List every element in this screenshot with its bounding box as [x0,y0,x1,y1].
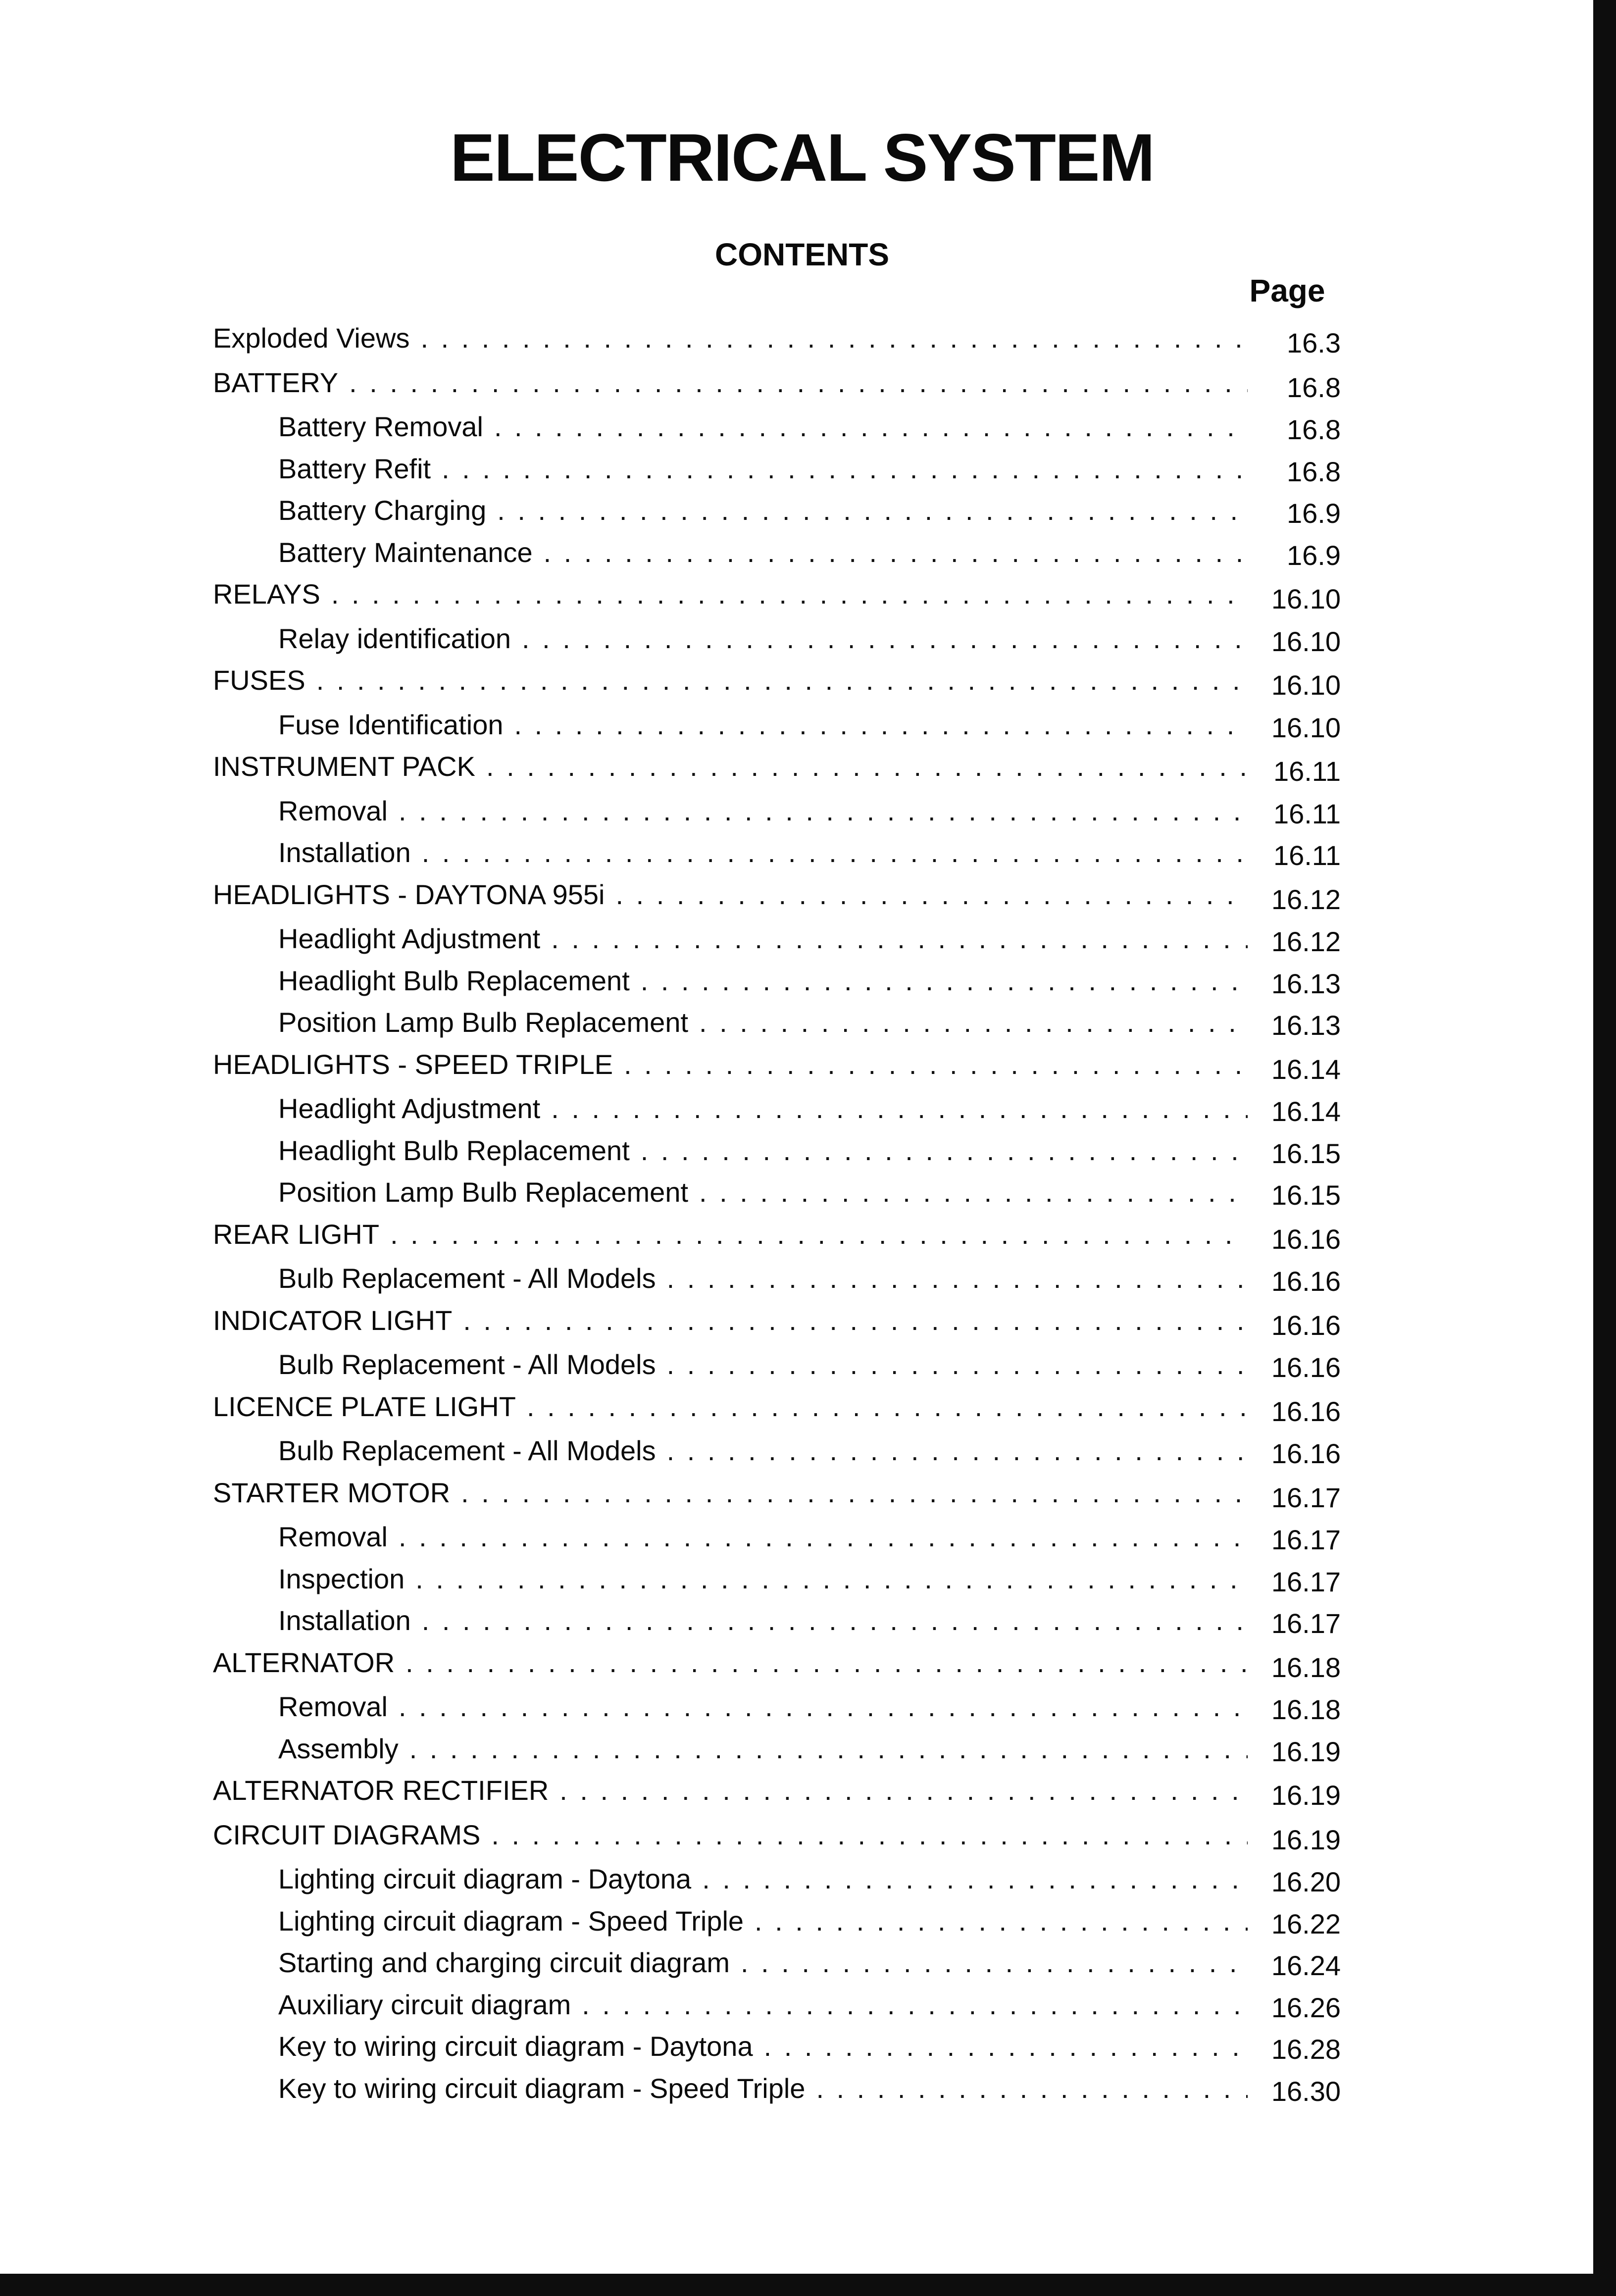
toc-section-entry [213,1304,1366,1351]
toc-entry-page-number: 16.10 [1271,625,1341,657]
toc-dot-leader [349,369,1248,397]
toc-entry-label: HEADLIGHTS - DAYTONA 955i [213,878,605,910]
toc-entry-page-number: 16.9 [1287,539,1341,571]
toc-dot-leader [486,753,1248,780]
toc-dot-leader [463,1307,1248,1334]
table-of-contents [213,324,1366,2116]
toc-section-entry [213,753,1366,797]
toc-dot-leader [331,580,1248,608]
toc-section-entry [213,580,1366,625]
toc-entry-label: RELAYS [213,578,320,610]
toc-entry-page-number: 16.14 [1271,1096,1341,1127]
toc-entry-label: INDICATOR LIGHT [213,1304,453,1336]
toc-entry-page-number: 16.19 [1271,1780,1341,1811]
toc-entry-label: Headlight Adjustment [278,1093,541,1124]
toc-entry-label: Headlight Bulb Replacement [278,1134,630,1166]
scan-border-right [1593,0,1616,2296]
toc-entry-page-number: 16.10 [1271,583,1341,614]
toc-subsection-entry [213,1693,1366,1735]
toc-entry-label: Headlight Adjustment [278,923,541,954]
toc-subsection-entry [213,1949,1366,1991]
toc-entry-label: Assembly [278,1733,399,1764]
toc-subsection-entry [213,536,1366,581]
toc-entry-page-number: 16.14 [1271,1053,1341,1085]
toc-entry-page-number: 16.10 [1271,712,1341,743]
toc-entry-page-number: 16.22 [1271,1908,1341,1939]
toc-subsection-entry [213,413,1366,455]
toc-dot-leader [390,1221,1248,1248]
toc-dot-leader [514,711,1248,739]
toc-entry-label: ALTERNATOR RECTIFIER [213,1775,549,1806]
toc-subsection-entry [213,622,1366,667]
toc-entry-label: Position Lamp Bulb Replacement [278,1007,689,1038]
toc-subsection-entry [213,1265,1366,1307]
toc-entry-page-number: 16.30 [1271,2075,1341,2107]
toc-subsection-entry [213,1523,1366,1565]
toc-subsection-entry [213,1134,1366,1179]
toc-dot-leader [764,2033,1248,2060]
toc-dot-leader [422,839,1248,867]
toc-dot-leader [494,413,1248,441]
toc-section-entry [213,1048,1366,1095]
toc-dot-leader [415,1565,1248,1593]
toc-entry-page-number: 16.15 [1271,1179,1341,1211]
toc-dot-leader [616,881,1248,909]
toc-section-entry [213,1390,1366,1437]
toc-entry-label: FUSES [213,664,305,696]
toc-entry-label: Fuse Identification [278,709,504,740]
toc-entry-page-number: 16.11 [1273,840,1341,871]
toc-dot-leader [491,1821,1248,1849]
toc-entry-page-number: 16.11 [1273,798,1341,829]
toc-entry-page-number: 16.16 [1271,1223,1341,1255]
toc-entry-page-number: 16.8 [1287,414,1341,445]
contents-heading: CONTENTS [715,237,889,272]
toc-dot-leader [399,797,1248,825]
toc-entry-label: Bulb Replacement - All Models [278,1263,656,1294]
toc-dot-leader [405,1649,1248,1677]
toc-section-entry [213,878,1366,925]
toc-dot-leader [409,1735,1248,1763]
toc-entry-page-number: 16.24 [1271,1950,1341,1981]
toc-entry-label: Bulb Replacement - All Models [278,1349,656,1380]
toc-dot-leader [641,1137,1248,1165]
toc-dot-leader [624,1051,1248,1078]
toc-entry-label: Key to wiring circuit diagram - Speed Triple [278,2072,806,2104]
toc-dot-leader [641,967,1248,995]
toc-entry-label: Starting and charging circuit diagram [278,1947,730,1978]
toc-dot-leader [442,455,1248,483]
toc-subsection-entry [213,1095,1366,1137]
toc-entry-label: CIRCUIT DIAGRAMS [213,1819,481,1850]
toc-subsection-entry [213,925,1366,967]
toc-entry-label: STARTER MOTOR [213,1477,451,1508]
toc-entry-label: HEADLIGHTS - SPEED TRIPLE [213,1048,613,1080]
toc-dot-leader [559,1777,1248,1804]
toc-entry-page-number: 16.20 [1271,1866,1341,1897]
toc-entry-page-number: 16.13 [1271,968,1341,999]
toc-subsection-entry [213,967,1366,1009]
toc-subsection-entry [213,1735,1366,1777]
toc-entry-label: Battery Removal [278,411,483,442]
toc-subsection-entry [213,2072,1366,2117]
toc-entry-page-number: 16.11 [1273,756,1341,787]
toc-entry-label: Removal [278,795,388,826]
toc-entry-page-number: 16.16 [1271,1352,1341,1383]
toc-entry-page-number: 16.8 [1287,456,1341,487]
toc-entry-label: Lighting circuit diagram - Speed Triple [278,1905,744,1937]
toc-entry-page-number: 16.19 [1271,1735,1341,1767]
toc-entry-label: Battery Charging [278,495,487,526]
toc-dot-leader [582,1991,1248,2019]
toc-entry-page-number: 16.17 [1271,1524,1341,1555]
toc-subsection-entry [213,1991,1366,2033]
toc-entry-page-number: 16.12 [1271,883,1341,915]
toc-subsection-entry [213,1907,1366,1949]
toc-dot-leader [461,1479,1248,1507]
toc-dot-leader [420,324,1248,352]
toc-entry-page-number: 16.17 [1271,1481,1341,1513]
toc-dot-leader [667,1437,1248,1465]
toc-entry-page-number: 16.18 [1271,1694,1341,1725]
toc-entry-page-number: 16.12 [1271,926,1341,957]
toc-subsection-entry [213,1565,1366,1607]
toc-entry-page-number: 16.17 [1271,1566,1341,1597]
toc-entry-label: Battery Refit [278,453,431,484]
toc-dot-leader [399,1693,1248,1721]
toc-subsection-entry [213,1607,1366,1649]
page-column-header: Page [1249,273,1325,308]
toc-entry-page-number: 16.9 [1287,498,1341,529]
toc-entry-page-number: 16.19 [1271,1824,1341,1855]
toc-entry-label: Position Lamp Bulb Replacement [278,1176,689,1208]
toc-dot-leader [544,539,1248,566]
toc-dot-leader [316,666,1248,694]
toc-entry-label: Relay identification [278,622,511,654]
toc-entry-label: Installation [278,837,411,868]
toc-entry-label: Exploded Views [213,322,410,354]
toc-subsection-entry [213,1865,1366,1907]
toc-dot-leader [551,1095,1248,1122]
toc-dot-leader [755,1907,1248,1935]
toc-section-entry [213,366,1366,413]
toc-entry-label: Headlight Bulb Replacement [278,965,630,996]
toc-entry-page-number: 16.3 [1287,327,1341,358]
toc-subsection-entry [213,839,1366,881]
toc-dot-leader [522,625,1248,653]
toc-entry-page-number: 16.16 [1271,1438,1341,1469]
toc-subsection-entry [213,497,1366,539]
toc-subsection-entry [213,2033,1366,2075]
toc-subsection-entry [213,797,1366,839]
toc-entry-label: Bulb Replacement - All Models [278,1435,656,1466]
toc-section-entry [213,324,1366,369]
toc-entry-label: LICENCE PLATE LIGHT [213,1390,516,1422]
toc-dot-leader [667,1265,1248,1292]
toc-dot-leader [399,1523,1248,1551]
toc-section-entry [213,1218,1366,1265]
toc-entry-page-number: 16.28 [1271,2034,1341,2065]
scan-border-bottom [0,2274,1616,2296]
toc-dot-leader [527,1393,1248,1421]
toc-section-entry [213,1821,1366,1866]
toc-entry-label: Installation [278,1605,411,1636]
toc-dot-leader [551,925,1248,953]
toc-entry-label: BATTERY [213,366,339,398]
toc-entry-page-number: 16.15 [1271,1137,1341,1169]
toc-dot-leader [699,1178,1248,1206]
toc-entry-label: REAR LIGHT [213,1218,380,1250]
toc-entry-page-number: 16.10 [1271,669,1341,701]
toc-entry-label: Removal [278,1521,388,1552]
toc-entry-page-number: 16.13 [1271,1010,1341,1041]
toc-section-entry [213,1777,1366,1821]
toc-dot-leader [816,2075,1248,2102]
toc-subsection-entry [213,1009,1366,1051]
toc-subsection-entry [213,711,1366,753]
toc-dot-leader [497,497,1248,524]
toc-section-entry [213,666,1366,711]
toc-entry-page-number: 16.16 [1271,1395,1341,1427]
toc-entry-label: Auxiliary circuit diagram [278,1989,571,2020]
toc-section-entry [213,1479,1366,1524]
toc-subsection-entry [213,1178,1366,1221]
toc-subsection-entry [213,1437,1366,1479]
toc-dot-leader [667,1351,1248,1378]
toc-entry-label: Battery Maintenance [278,536,533,568]
toc-dot-leader [702,1865,1248,1893]
toc-dot-leader [699,1009,1248,1036]
toc-dot-leader [741,1949,1248,1977]
toc-entry-label: Lighting circuit diagram - Daytona [278,1863,692,1894]
toc-entry-label: Removal [278,1691,388,1722]
toc-entry-label: ALTERNATOR [213,1646,395,1678]
toc-entry-label: Inspection [278,1563,405,1594]
toc-entry-label: INSTRUMENT PACK [213,751,475,782]
toc-entry-label: Key to wiring circuit diagram - Daytona [278,2031,753,2062]
toc-entry-page-number: 16.16 [1271,1266,1341,1297]
toc-entry-page-number: 16.16 [1271,1309,1341,1341]
toc-entry-page-number: 16.18 [1271,1651,1341,1683]
toc-subsection-entry [213,1351,1366,1393]
toc-subsection-entry [213,455,1366,497]
toc-entry-page-number: 16.8 [1287,371,1341,403]
toc-entry-page-number: 16.17 [1271,1608,1341,1639]
toc-entry-page-number: 16.26 [1271,1991,1341,2023]
page-title: ELECTRICAL SYSTEM [450,120,1154,195]
toc-section-entry [213,1646,1366,1693]
toc-dot-leader [422,1607,1248,1634]
